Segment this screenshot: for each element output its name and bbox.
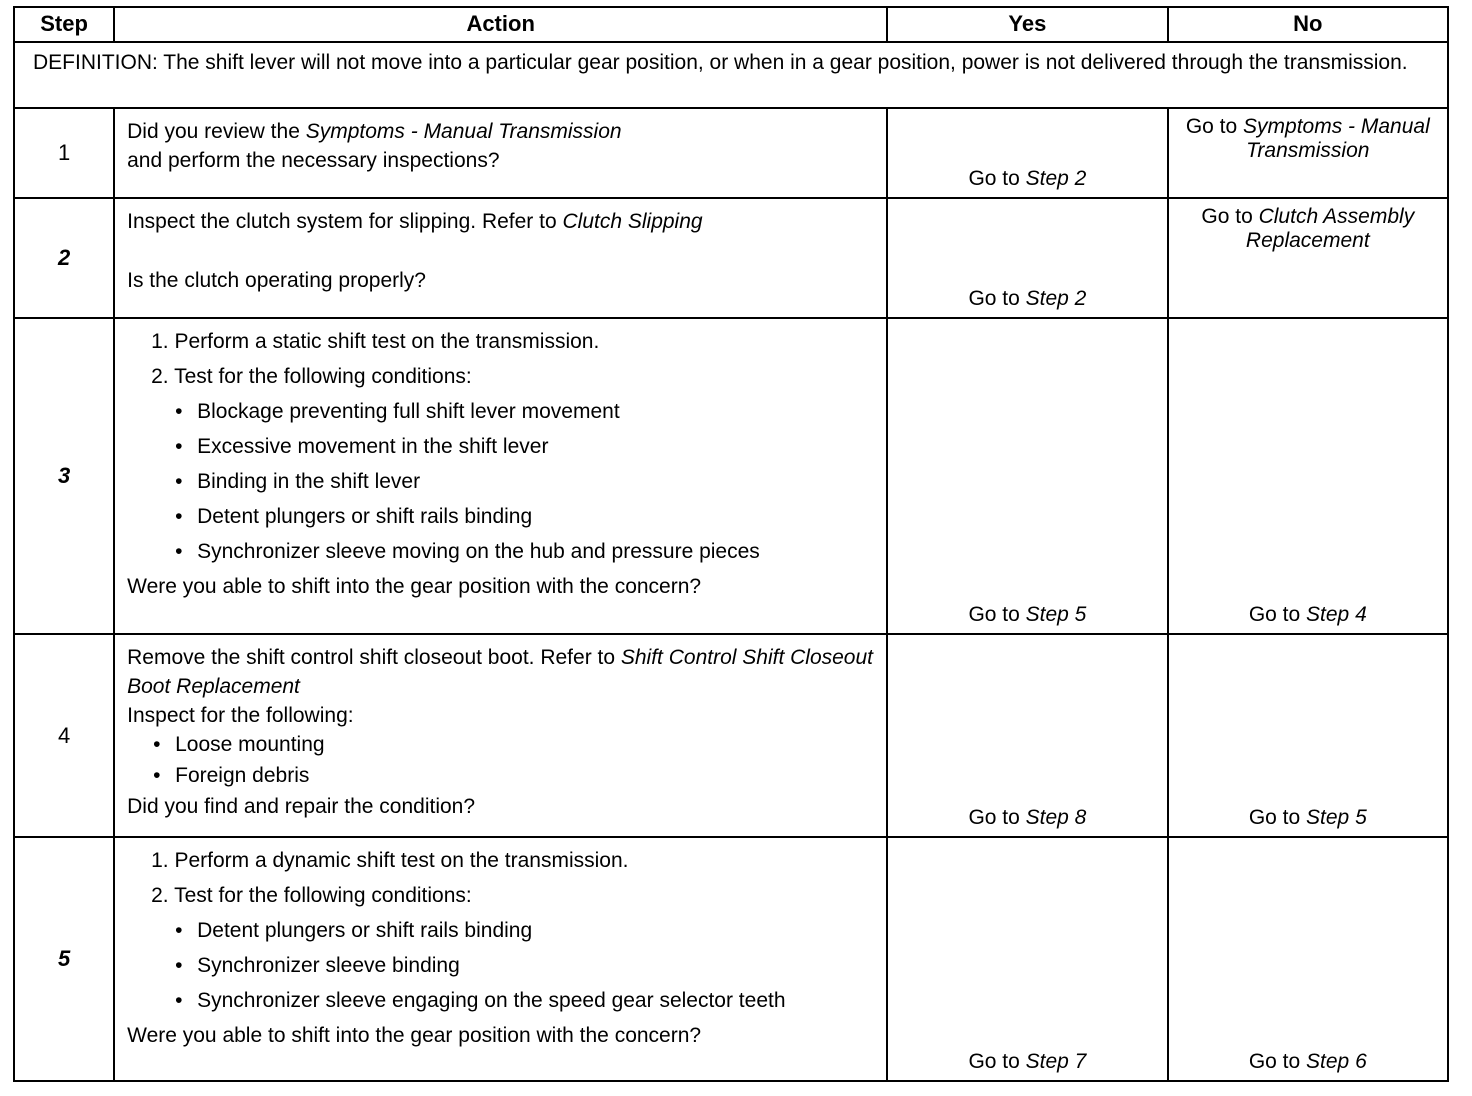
yes-text: Go to <box>968 806 1026 830</box>
yes-cell <box>887 198 1167 318</box>
bullet-item: • Binding in the shift lever <box>197 467 876 496</box>
action-reference: Symptoms - Manual Transmission <box>305 120 622 144</box>
list-item: 2. Test for the following conditions: <box>151 364 472 388</box>
no-text: Go to <box>1201 204 1259 228</box>
bullet-item: • Blockage preventing full shift lever movement <box>197 397 876 426</box>
table-row-step-2 <box>14 198 1448 318</box>
bullet-item: • Synchronizer sleeve engaging on the speed gear selector teeth <box>197 986 797 1015</box>
step-action <box>114 108 887 197</box>
diagnostic-table <box>13 6 1449 1082</box>
no-reference: Symptoms - Manual Transmission <box>1243 115 1430 163</box>
bullet-item: • Loose mounting <box>175 730 876 759</box>
bullet-item: • Synchronizer sleeve moving on the hub and pressure pieces <box>197 537 817 566</box>
table-row-step-3 <box>14 318 1448 635</box>
no-cell <box>1168 837 1448 1081</box>
list-item: 2. Test for the following conditions: <box>151 884 472 908</box>
header-yes: Yes <box>887 7 1167 42</box>
action-text: Inspect the clutch system for slipping. Refer to <box>127 209 563 233</box>
action-text: Remove the shift control shift closeout boot. Refer to <box>127 646 621 670</box>
action-question: Did you find and repair the condition? <box>127 795 476 819</box>
table-row-step-5 <box>14 837 1448 1081</box>
action-reference: Shift Control Shift Closeout Boot Replacement <box>127 646 873 699</box>
step-action <box>114 198 887 318</box>
yes-cell <box>887 108 1167 197</box>
step-number: 5 <box>14 837 114 1081</box>
no-cell <box>1168 108 1448 197</box>
bullet-item: • Excessive movement in the shift lever <box>197 432 876 461</box>
action-inspect: Inspect for the following: <box>127 704 354 728</box>
no-cell <box>1168 318 1448 635</box>
yes-reference: Step 5 <box>1025 603 1087 627</box>
yes-cell <box>887 634 1167 837</box>
definition-row <box>14 42 1448 109</box>
step-number: 2 <box>14 198 114 318</box>
list-item: 1. Perform a dynamic shift test on the transmission. <box>151 849 629 873</box>
header-action: Action <box>114 7 887 42</box>
action-reference: Clutch Slipping <box>562 209 703 233</box>
action-question: Is the clutch operating properly? <box>127 268 426 292</box>
yes-text: Go to <box>968 166 1026 190</box>
yes-reference: Step 7 <box>1025 1050 1087 1073</box>
no-reference: Step 4 <box>1306 603 1367 627</box>
no-text: Go to <box>1248 1050 1307 1073</box>
bullet-item: • Synchronizer sleeve binding <box>197 951 876 980</box>
action-question: Were you able to shift into the gear position with the concern? <box>127 1024 702 1048</box>
yes-text: Go to <box>968 603 1026 627</box>
bullet-item: • Detent plungers or shift rails binding <box>197 502 876 531</box>
no-cell <box>1168 198 1448 318</box>
list-item: 1. Perform a static shift test on the transmission. <box>151 329 600 353</box>
table-row-step-4 <box>14 634 1448 837</box>
no-cell <box>1168 634 1448 837</box>
header-no: No <box>1168 7 1448 42</box>
yes-cell <box>887 318 1167 635</box>
no-reference: Step 5 <box>1306 806 1367 830</box>
header-row <box>14 7 1448 42</box>
yes-text: Go to <box>968 286 1026 310</box>
step-action <box>114 837 887 1081</box>
yes-reference: Step 2 <box>1025 166 1087 190</box>
table-row-step-1 <box>14 108 1448 197</box>
no-text: Go to <box>1185 115 1244 139</box>
action-text: Did you review the <box>127 120 306 144</box>
step-number: 1 <box>14 108 114 197</box>
yes-reference: Step 8 <box>1025 806 1087 830</box>
step-number: 3 <box>14 318 114 635</box>
definition-text: DEFINITION: The shift lever will not move into a particular gear position, or when in a gear position, power is not delivered through the transmission. <box>14 42 1448 109</box>
bullet-item: • Detent plungers or shift rails binding <box>197 916 876 945</box>
bullet-item: • Foreign debris <box>175 761 876 790</box>
no-reference: Step 6 <box>1306 1050 1367 1073</box>
action-question: and perform the necessary inspections? <box>127 149 500 173</box>
action-question: Were you able to shift into the gear position with the concern? <box>127 574 702 598</box>
yes-text: Go to <box>968 1050 1026 1073</box>
yes-reference: Step 2 <box>1025 286 1087 310</box>
yes-cell <box>887 837 1167 1081</box>
header-step: Step <box>14 7 114 42</box>
step-action <box>114 318 887 635</box>
step-number: 4 <box>14 634 114 837</box>
no-text: Go to <box>1248 806 1307 830</box>
step-action <box>114 634 887 837</box>
no-text: Go to <box>1248 603 1307 627</box>
no-reference: Clutch Assembly Replacement <box>1245 204 1415 252</box>
